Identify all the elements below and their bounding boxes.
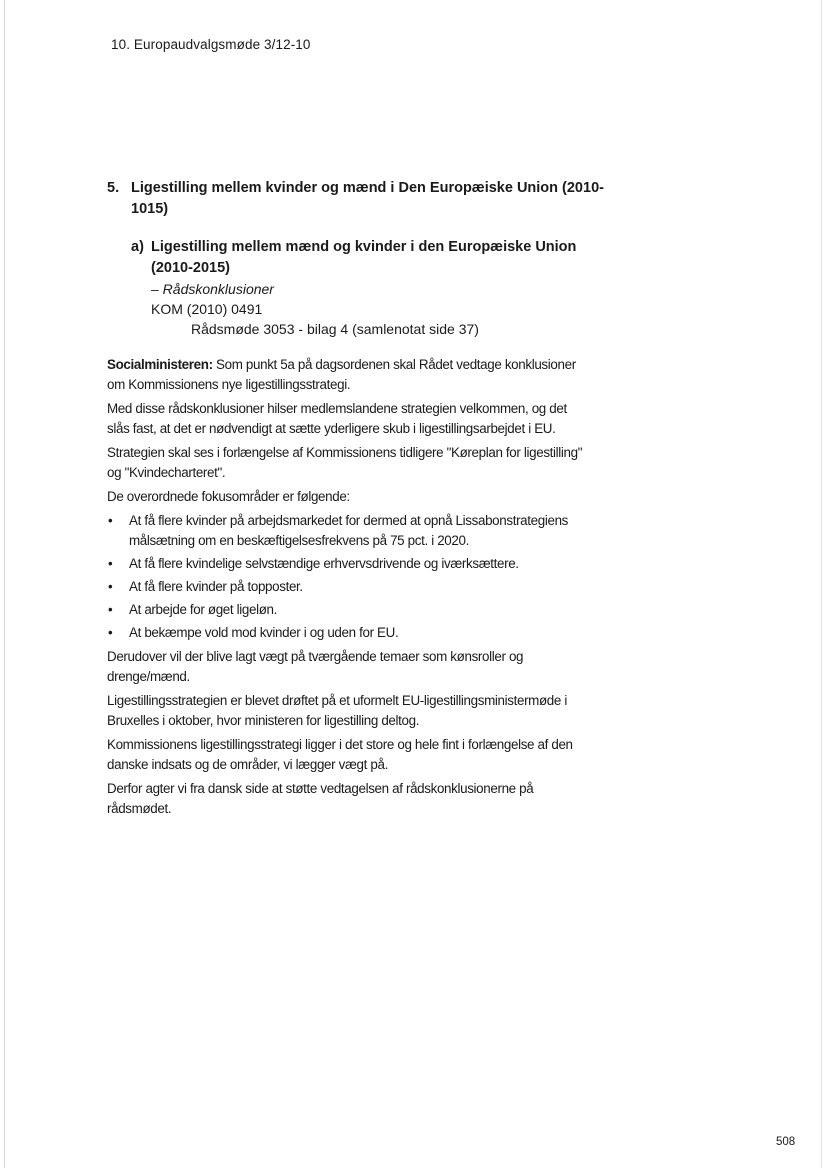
list-item-text: At bekæmpe vold mod kvinder i og uden for EU. <box>129 625 399 640</box>
subsection-letter: a) <box>131 239 144 255</box>
themes-paragraph: Derudover vil der blive lagt vægt på tværgående temaer som kønsroller og drenge/mænd. <box>107 649 524 684</box>
speaker-label: Socialministeren: <box>107 357 213 372</box>
kom-reference: KOM (2010) 0491 <box>151 301 263 317</box>
document-type: – Rådskonklusioner <box>151 281 274 297</box>
raadsmoede-reference: Rådsmøde 3053 - bilag 4 (samlenotat side 37) <box>191 321 479 337</box>
subsection-title: Ligestilling mellem mænd og kvinder i den Europæiske Union (2010-2015) <box>151 239 577 276</box>
bullet-icon: • <box>108 556 113 571</box>
list-item-text: At arbejde for øget ligeløn. <box>129 602 277 617</box>
section-title: Ligestilling mellem kvinder og mænd i Den Europæiske Union (2010-1015) <box>131 180 604 217</box>
bullet-icon: • <box>108 513 113 528</box>
list-item-text: At få flere kvindelige selvstændige erhvervsdrivende og iværksættere. <box>129 556 519 571</box>
conclusion-paragraph: Derfor agter vi fra dansk side at støtte vedtagelsen af rådskonklusionerne på rådsmødet. <box>107 781 534 816</box>
page-number: 508 <box>776 1136 796 1148</box>
minister-statement <box>107 355 587 823</box>
list-item-text: At få flere kvinder på topposter. <box>129 579 303 594</box>
subsection-heading <box>131 237 607 279</box>
intro-text: Som punkt 5a på dagsordenen skal Rådet vedtage konklusioner om Kommissionens nye ligestillingsstrategi. <box>107 357 576 392</box>
welcome-paragraph: Med disse rådskonklusioner hilser medlemslandene strategien velkommen, og det slås fast, at det er nødvendigt at sætte yderligere skub i ligestillingsarbejdet i EU. <box>107 401 567 436</box>
focus-intro: De overordnede fokusområder er følgende: <box>107 489 350 504</box>
extension-paragraph: Strategien skal ses i forlængelse af Kommissionens tidligere "Køreplan for ligestilling" og "Kvindecharteret". <box>107 445 583 480</box>
bullet-icon: • <box>108 625 113 640</box>
bullet-icon: • <box>108 602 113 617</box>
bullet-icon: • <box>108 579 113 594</box>
agenda-section <box>107 178 607 339</box>
meeting-header: 10. Europaudvalgsmøde 3/12-10 <box>111 37 311 52</box>
section-number: 5. <box>107 180 120 196</box>
section-heading <box>107 178 607 220</box>
list-item <box>107 554 587 574</box>
list-item-text: At få flere kvinder på arbejdsmarkedet for dermed at opnå Lissabonstrategiens målsætning om en beskæftigelsesfrekvens på 75 pct. i 2020. <box>129 513 569 548</box>
subsection-details <box>151 279 607 339</box>
list-item <box>107 600 587 620</box>
subsection <box>131 237 607 339</box>
list-item <box>107 623 587 643</box>
list-item <box>107 577 587 597</box>
focus-list <box>107 511 587 643</box>
scan-edge-right <box>821 0 822 1168</box>
discussed-paragraph: Ligestillingsstrategien er blevet drøftet på et uformelt EU-ligestillingsministermøde i Bruxelles i oktober, hvor ministeren for ligestilling deltog. <box>107 693 567 728</box>
scan-edge-left <box>4 0 5 1168</box>
list-item <box>107 511 587 551</box>
intro-paragraph <box>107 355 587 395</box>
assessment-paragraph: Kommissionens ligestillingsstrategi ligger i det store og hele fint i forlængelse af den danske indsats og de områder, vi lægger vægt på. <box>107 737 573 772</box>
